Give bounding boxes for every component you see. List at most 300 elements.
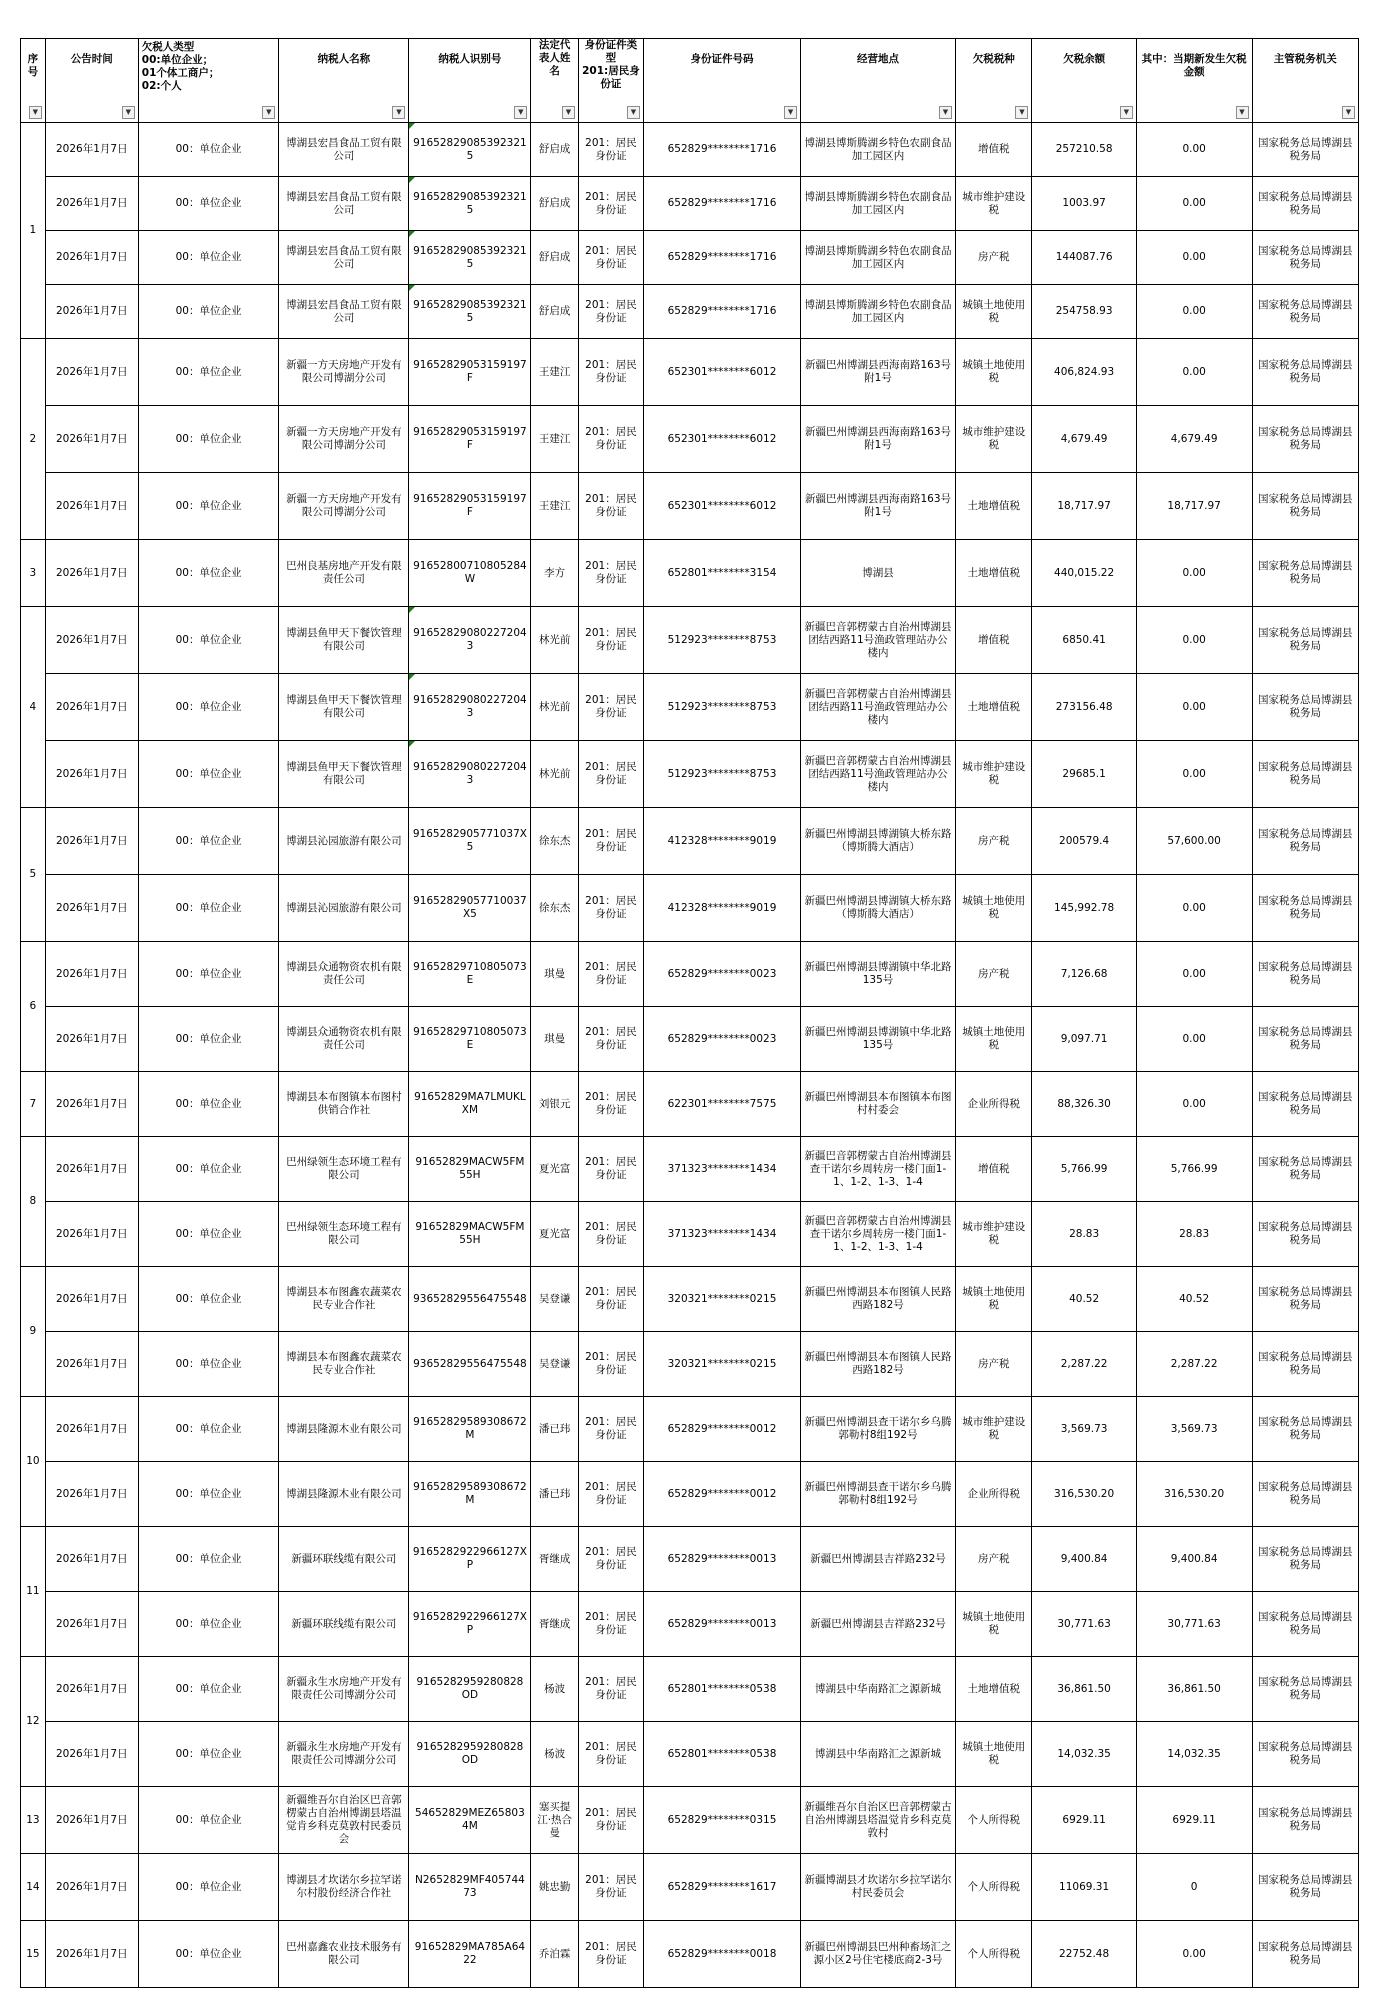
arrears-balance-cell[interactable]: 406,824.93 — [1032, 339, 1136, 406]
taxpayer-id-cell[interactable]: 91652829MACW5FM55H — [409, 1137, 531, 1202]
filter-dropdown-icon[interactable]: ▼ — [514, 106, 527, 119]
taxpayer-type-cell[interactable]: 00：单位企业 — [138, 339, 279, 406]
id-number-cell[interactable]: 652829********0023 — [643, 1007, 800, 1072]
tax-type-cell[interactable]: 土地增值税 — [955, 674, 1031, 741]
filter-dropdown-icon[interactable]: ▼ — [1015, 106, 1028, 119]
id-number-cell[interactable]: 652829********1716 — [643, 285, 800, 339]
taxpayer-type-cell[interactable]: 00：单位企业 — [138, 1137, 279, 1202]
taxpayer-name-cell[interactable]: 博湖县沁园旅游有限公司 — [279, 808, 409, 875]
new-arrears-amount-cell[interactable]: 0.00 — [1136, 540, 1252, 607]
taxpayer-type-cell[interactable]: 00：单位企业 — [138, 231, 279, 285]
filter-dropdown-icon[interactable]: ▼ — [1120, 106, 1133, 119]
tax-type-cell[interactable]: 房产税 — [955, 808, 1031, 875]
legal-rep-cell[interactable]: 潘已玮 — [531, 1462, 579, 1527]
arrears-balance-cell[interactable]: 11069.31 — [1032, 1854, 1136, 1921]
id-type-cell[interactable]: 201：居民身份证 — [578, 1657, 643, 1722]
tax-office-cell[interactable]: 国家税务总局博湖县税务局 — [1252, 406, 1359, 473]
announce-date-cell[interactable]: 2026年1月7日 — [45, 1657, 138, 1722]
arrears-balance-cell[interactable]: 22752.48 — [1032, 1921, 1136, 1988]
taxpayer-type-cell[interactable]: 00：单位企业 — [138, 123, 279, 177]
taxpayer-name-cell[interactable]: 博湖县鱼甲天下餐饮管理有限公司 — [279, 607, 409, 674]
id-type-cell[interactable]: 201：居民身份证 — [578, 1072, 643, 1137]
filter-dropdown-icon[interactable]: ▼ — [29, 106, 42, 119]
taxpayer-id-cell[interactable]: 9165282922966127XP — [409, 1527, 531, 1592]
taxpayer-type-cell[interactable]: 00：单位企业 — [138, 1722, 279, 1787]
new-arrears-amount-cell[interactable]: 0 — [1136, 1854, 1252, 1921]
id-number-cell[interactable]: 512923********8753 — [643, 674, 800, 741]
tax-type-cell[interactable]: 房产税 — [955, 231, 1031, 285]
announce-date-cell[interactable]: 2026年1月7日 — [45, 1137, 138, 1202]
taxpayer-type-cell[interactable]: 00：单位企业 — [138, 1332, 279, 1397]
business-address-cell[interactable]: 新疆博湖县才坎诺尔乡拉罕诺尔村民委员会 — [801, 1854, 956, 1921]
arrears-balance-cell[interactable]: 6850.41 — [1032, 607, 1136, 674]
taxpayer-name-cell[interactable]: 巴州绿领生态环境工程有限公司 — [279, 1202, 409, 1267]
id-type-cell[interactable]: 201：居民身份证 — [578, 1332, 643, 1397]
taxpayer-id-cell[interactable]: 9165282959280828OD — [409, 1657, 531, 1722]
legal-rep-cell[interactable]: 夏光富 — [531, 1137, 579, 1202]
new-arrears-amount-cell[interactable]: 0.00 — [1136, 1072, 1252, 1137]
announce-date-cell[interactable]: 2026年1月7日 — [45, 1592, 138, 1657]
new-arrears-amount-cell[interactable]: 5,766.99 — [1136, 1137, 1252, 1202]
tax-type-cell[interactable]: 城镇土地使用税 — [955, 339, 1031, 406]
filter-dropdown-icon[interactable]: ▼ — [562, 106, 575, 119]
taxpayer-id-cell[interactable]: 9165282922966127XP — [409, 1592, 531, 1657]
taxpayer-type-cell[interactable]: 00：单位企业 — [138, 1267, 279, 1332]
taxpayer-type-cell[interactable]: 00：单位企业 — [138, 1921, 279, 1988]
id-number-cell[interactable]: 320321********0215 — [643, 1267, 800, 1332]
id-type-cell[interactable]: 201：居民身份证 — [578, 1921, 643, 1988]
tax-type-cell[interactable]: 土地增值税 — [955, 473, 1031, 540]
taxpayer-name-cell[interactable]: 博湖县众通物资农机有限责任公司 — [279, 942, 409, 1007]
legal-rep-cell[interactable]: 李方 — [531, 540, 579, 607]
tax-office-cell[interactable]: 国家税务总局博湖县税务局 — [1252, 1072, 1359, 1137]
arrears-balance-cell[interactable]: 144087.76 — [1032, 231, 1136, 285]
legal-rep-cell[interactable]: 杨波 — [531, 1722, 579, 1787]
tax-office-cell[interactable]: 国家税务总局博湖县税务局 — [1252, 231, 1359, 285]
new-arrears-amount-cell[interactable]: 28.83 — [1136, 1202, 1252, 1267]
tax-type-cell[interactable]: 房产税 — [955, 1332, 1031, 1397]
id-type-cell[interactable]: 201：居民身份证 — [578, 1787, 643, 1854]
tax-type-cell[interactable]: 增值税 — [955, 1137, 1031, 1202]
tax-office-cell[interactable]: 国家税务总局博湖县税务局 — [1252, 123, 1359, 177]
taxpayer-id-cell[interactable]: 93652829556475548 — [409, 1332, 531, 1397]
id-number-cell[interactable]: 652829********1716 — [643, 123, 800, 177]
legal-rep-cell[interactable]: 潘已玮 — [531, 1397, 579, 1462]
announce-date-cell[interactable]: 2026年1月7日 — [45, 875, 138, 942]
legal-rep-cell[interactable]: 徐东杰 — [531, 808, 579, 875]
tax-type-cell[interactable]: 房产税 — [955, 942, 1031, 1007]
id-number-cell[interactable]: 512923********8753 — [643, 741, 800, 808]
id-type-cell[interactable]: 201：居民身份证 — [578, 1267, 643, 1332]
arrears-balance-cell[interactable]: 145,992.78 — [1032, 875, 1136, 942]
business-address-cell[interactable]: 博湖县中华南路汇之源新城 — [801, 1722, 956, 1787]
filter-dropdown-icon[interactable]: ▼ — [627, 106, 640, 119]
taxpayer-id-cell[interactable]: 91652829053159197F — [409, 339, 531, 406]
taxpayer-name-cell[interactable]: 新疆环联线缆有限公司 — [279, 1527, 409, 1592]
tax-office-cell[interactable]: 国家税务总局博湖县税务局 — [1252, 540, 1359, 607]
tax-type-cell[interactable]: 城镇土地使用税 — [955, 1722, 1031, 1787]
taxpayer-id-cell[interactable]: N2652829MF40574473 — [409, 1854, 531, 1921]
id-number-cell[interactable]: 652829********0023 — [643, 942, 800, 1007]
filter-dropdown-icon[interactable]: ▼ — [784, 106, 797, 119]
taxpayer-id-cell[interactable]: 916528290853923215 — [409, 285, 531, 339]
arrears-balance-cell[interactable]: 3,569.73 — [1032, 1397, 1136, 1462]
tax-type-cell[interactable]: 个人所得税 — [955, 1921, 1031, 1988]
filter-dropdown-icon[interactable]: ▼ — [392, 106, 405, 119]
taxpayer-name-cell[interactable]: 新疆一方天房地产开发有限公司博湖分公司 — [279, 406, 409, 473]
taxpayer-id-cell[interactable]: 91652829MA785A6422 — [409, 1921, 531, 1988]
announce-date-cell[interactable]: 2026年1月7日 — [45, 607, 138, 674]
announce-date-cell[interactable]: 2026年1月7日 — [45, 339, 138, 406]
tax-office-cell[interactable]: 国家税务总局博湖县税务局 — [1252, 1921, 1359, 1988]
taxpayer-name-cell[interactable]: 巴州良基房地产开发有限责任公司 — [279, 540, 409, 607]
legal-rep-cell[interactable]: 舒启成 — [531, 177, 579, 231]
id-number-cell[interactable]: 652829********1617 — [643, 1854, 800, 1921]
legal-rep-cell[interactable]: 乔泊霖 — [531, 1921, 579, 1988]
tax-type-cell[interactable]: 城镇土地使用税 — [955, 1267, 1031, 1332]
arrears-balance-cell[interactable]: 40.52 — [1032, 1267, 1136, 1332]
business-address-cell[interactable]: 新疆维吾尔自治区巴音郭楞蒙古自治州博湖县塔温觉肯乡科克莫敦村 — [801, 1787, 956, 1854]
legal-rep-cell[interactable]: 林光前 — [531, 674, 579, 741]
id-type-cell[interactable]: 201：居民身份证 — [578, 1007, 643, 1072]
legal-rep-cell[interactable]: 胥继成 — [531, 1527, 579, 1592]
arrears-balance-cell[interactable]: 273156.48 — [1032, 674, 1136, 741]
legal-rep-cell[interactable]: 夏光富 — [531, 1202, 579, 1267]
seq-cell[interactable]: 15 — [21, 1921, 46, 1988]
seq-cell[interactable]: 11 — [21, 1527, 46, 1657]
legal-rep-cell[interactable]: 林光前 — [531, 607, 579, 674]
announce-date-cell[interactable]: 2026年1月7日 — [45, 285, 138, 339]
taxpayer-type-cell[interactable]: 00：单位企业 — [138, 177, 279, 231]
seq-cell[interactable]: 5 — [21, 808, 46, 942]
tax-type-cell[interactable]: 城市维护建设税 — [955, 1202, 1031, 1267]
id-type-cell[interactable]: 201：居民身份证 — [578, 674, 643, 741]
legal-rep-cell[interactable]: 胥继成 — [531, 1592, 579, 1657]
arrears-balance-cell[interactable]: 1003.97 — [1032, 177, 1136, 231]
taxpayer-type-cell[interactable]: 00：单位企业 — [138, 1007, 279, 1072]
arrears-balance-cell[interactable]: 254758.93 — [1032, 285, 1136, 339]
tax-type-cell[interactable]: 土地增值税 — [955, 540, 1031, 607]
arrears-balance-cell[interactable]: 18,717.97 — [1032, 473, 1136, 540]
taxpayer-name-cell[interactable]: 博湖县沁园旅游有限公司 — [279, 875, 409, 942]
business-address-cell[interactable]: 新疆巴州博湖县本布图镇本布图村村委会 — [801, 1072, 956, 1137]
tax-type-cell[interactable]: 增值税 — [955, 607, 1031, 674]
tax-office-cell[interactable]: 国家税务总局博湖县税务局 — [1252, 1007, 1359, 1072]
tax-type-cell[interactable]: 城市维护建设税 — [955, 741, 1031, 808]
taxpayer-type-cell[interactable]: 00：单位企业 — [138, 473, 279, 540]
announce-date-cell[interactable]: 2026年1月7日 — [45, 1202, 138, 1267]
tax-office-cell[interactable]: 国家税务总局博湖县税务局 — [1252, 1202, 1359, 1267]
taxpayer-name-cell[interactable]: 博湖县鱼甲天下餐饮管理有限公司 — [279, 741, 409, 808]
new-arrears-amount-cell[interactable]: 0.00 — [1136, 607, 1252, 674]
seq-cell[interactable]: 8 — [21, 1137, 46, 1267]
legal-rep-cell[interactable]: 王建江 — [531, 339, 579, 406]
business-address-cell[interactable]: 新疆巴州博湖县查干诺尔乡乌腾郭勒村8组192号 — [801, 1462, 956, 1527]
id-type-cell[interactable]: 201：居民身份证 — [578, 942, 643, 1007]
new-arrears-amount-cell[interactable]: 0.00 — [1136, 942, 1252, 1007]
new-arrears-amount-cell[interactable]: 0.00 — [1136, 1007, 1252, 1072]
announce-date-cell[interactable]: 2026年1月7日 — [45, 540, 138, 607]
id-type-cell[interactable]: 201：居民身份证 — [578, 1854, 643, 1921]
new-arrears-amount-cell[interactable]: 0.00 — [1136, 875, 1252, 942]
seq-cell[interactable]: 4 — [21, 607, 46, 808]
taxpayer-name-cell[interactable]: 博湖县鱼甲天下餐饮管理有限公司 — [279, 674, 409, 741]
legal-rep-cell[interactable]: 王建江 — [531, 406, 579, 473]
arrears-balance-cell[interactable]: 257210.58 — [1032, 123, 1136, 177]
business-address-cell[interactable]: 新疆巴音郭楞蒙古自治州博湖县查干诺尔乡周转房一楼门面1-1、1-2、1-3、1-4 — [801, 1202, 956, 1267]
taxpayer-type-cell[interactable]: 00：单位企业 — [138, 406, 279, 473]
seq-cell[interactable]: 14 — [21, 1854, 46, 1921]
id-type-cell[interactable]: 201：居民身份证 — [578, 1397, 643, 1462]
taxpayer-id-cell[interactable]: 91652800710805284W — [409, 540, 531, 607]
taxpayer-type-cell[interactable]: 00：单位企业 — [138, 540, 279, 607]
announce-date-cell[interactable]: 2026年1月7日 — [45, 808, 138, 875]
taxpayer-name-cell[interactable]: 博湖县隆源木业有限公司 — [279, 1397, 409, 1462]
id-number-cell[interactable]: 652801********0538 — [643, 1657, 800, 1722]
taxpayer-id-cell[interactable]: 91652829710805073E — [409, 1007, 531, 1072]
taxpayer-id-cell[interactable]: 91652829053159197F — [409, 406, 531, 473]
taxpayer-id-cell[interactable]: 91652829589308672M — [409, 1397, 531, 1462]
business-address-cell[interactable]: 博湖县 — [801, 540, 956, 607]
legal-rep-cell[interactable]: 吴登谦 — [531, 1332, 579, 1397]
taxpayer-type-cell[interactable]: 00：单位企业 — [138, 607, 279, 674]
legal-rep-cell[interactable]: 徐东杰 — [531, 875, 579, 942]
arrears-balance-cell[interactable]: 7,126.68 — [1032, 942, 1136, 1007]
arrears-balance-cell[interactable]: 14,032.35 — [1032, 1722, 1136, 1787]
legal-rep-cell[interactable]: 舒启成 — [531, 231, 579, 285]
business-address-cell[interactable]: 新疆巴州博湖县西海南路163号附1号 — [801, 406, 956, 473]
tax-office-cell[interactable]: 国家税务总局博湖县税务局 — [1252, 1332, 1359, 1397]
id-type-cell[interactable]: 201：居民身份证 — [578, 123, 643, 177]
taxpayer-name-cell[interactable]: 新疆一方天房地产开发有限公司博湖分公司 — [279, 473, 409, 540]
tax-office-cell[interactable]: 国家税务总局博湖县税务局 — [1252, 177, 1359, 231]
id-number-cell[interactable]: 652801********0538 — [643, 1722, 800, 1787]
tax-office-cell[interactable]: 国家税务总局博湖县税务局 — [1252, 339, 1359, 406]
taxpayer-name-cell[interactable]: 博湖县宏昌食品工贸有限公司 — [279, 231, 409, 285]
announce-date-cell[interactable]: 2026年1月7日 — [45, 1722, 138, 1787]
seq-cell[interactable]: 10 — [21, 1397, 46, 1527]
arrears-balance-cell[interactable]: 6929.11 — [1032, 1787, 1136, 1854]
tax-type-cell[interactable]: 增值税 — [955, 123, 1031, 177]
id-number-cell[interactable]: 652301********6012 — [643, 406, 800, 473]
taxpayer-id-cell[interactable]: 54652829MEZ658034M — [409, 1787, 531, 1854]
id-type-cell[interactable]: 201：居民身份证 — [578, 406, 643, 473]
seq-cell[interactable]: 9 — [21, 1267, 46, 1397]
announce-date-cell[interactable]: 2026年1月7日 — [45, 123, 138, 177]
id-type-cell[interactable]: 201：居民身份证 — [578, 339, 643, 406]
taxpayer-id-cell[interactable]: 916528290853923215 — [409, 177, 531, 231]
taxpayer-name-cell[interactable]: 博湖县才坎诺尔乡拉罕诺尔村股份经济合作社 — [279, 1854, 409, 1921]
new-arrears-amount-cell[interactable]: 9,400.84 — [1136, 1527, 1252, 1592]
business-address-cell[interactable]: 新疆巴州博湖县查干诺尔乡乌腾郭勒村8组192号 — [801, 1397, 956, 1462]
taxpayer-name-cell[interactable]: 博湖县众通物资农机有限责任公司 — [279, 1007, 409, 1072]
tax-type-cell[interactable]: 城市维护建设税 — [955, 177, 1031, 231]
taxpayer-id-cell[interactable]: 9165282905771037X5 — [409, 808, 531, 875]
id-number-cell[interactable]: 652301********6012 — [643, 473, 800, 540]
legal-rep-cell[interactable]: 琪曼 — [531, 942, 579, 1007]
taxpayer-id-cell[interactable]: 916528290802272043 — [409, 741, 531, 808]
business-address-cell[interactable]: 博湖县中华南路汇之源新城 — [801, 1657, 956, 1722]
taxpayer-name-cell[interactable]: 新疆环联线缆有限公司 — [279, 1592, 409, 1657]
id-type-cell[interactable]: 201：居民身份证 — [578, 1202, 643, 1267]
id-type-cell[interactable]: 201：居民身份证 — [578, 875, 643, 942]
id-type-cell[interactable]: 201：居民身份证 — [578, 1722, 643, 1787]
taxpayer-name-cell[interactable]: 博湖县宏昌食品工贸有限公司 — [279, 123, 409, 177]
tax-type-cell[interactable]: 企业所得税 — [955, 1072, 1031, 1137]
new-arrears-amount-cell[interactable]: 0.00 — [1136, 674, 1252, 741]
id-number-cell[interactable]: 652829********1716 — [643, 177, 800, 231]
business-address-cell[interactable]: 新疆巴州博湖县西海南路163号附1号 — [801, 473, 956, 540]
business-address-cell[interactable]: 新疆巴州博湖县本布图镇人民路西路182号 — [801, 1267, 956, 1332]
taxpayer-type-cell[interactable]: 00：单位企业 — [138, 1462, 279, 1527]
new-arrears-amount-cell[interactable]: 30,771.63 — [1136, 1592, 1252, 1657]
id-type-cell[interactable]: 201：居民身份证 — [578, 285, 643, 339]
id-number-cell[interactable]: 652829********0012 — [643, 1397, 800, 1462]
new-arrears-amount-cell[interactable]: 0.00 — [1136, 177, 1252, 231]
announce-date-cell[interactable]: 2026年1月7日 — [45, 406, 138, 473]
legal-rep-cell[interactable]: 舒启成 — [531, 285, 579, 339]
taxpayer-type-cell[interactable]: 00：单位企业 — [138, 1202, 279, 1267]
arrears-balance-cell[interactable]: 30,771.63 — [1032, 1592, 1136, 1657]
announce-date-cell[interactable]: 2026年1月7日 — [45, 1787, 138, 1854]
taxpayer-type-cell[interactable]: 00：单位企业 — [138, 875, 279, 942]
seq-cell[interactable]: 6 — [21, 942, 46, 1072]
business-address-cell[interactable]: 新疆巴音郭楞蒙古自治州博湖县团结西路11号渔政管理站办公楼内 — [801, 741, 956, 808]
taxpayer-type-cell[interactable]: 00：单位企业 — [138, 1787, 279, 1854]
tax-office-cell[interactable]: 国家税务总局博湖县税务局 — [1252, 1722, 1359, 1787]
arrears-balance-cell[interactable]: 88,326.30 — [1032, 1072, 1136, 1137]
id-type-cell[interactable]: 201：居民身份证 — [578, 177, 643, 231]
business-address-cell[interactable]: 博湖县博斯腾湖乡特色农副食品加工园区内 — [801, 285, 956, 339]
id-type-cell[interactable]: 201：居民身份证 — [578, 808, 643, 875]
tax-office-cell[interactable]: 国家税务总局博湖县税务局 — [1252, 741, 1359, 808]
legal-rep-cell[interactable]: 杨波 — [531, 1657, 579, 1722]
business-address-cell[interactable]: 新疆巴州博湖县博湖镇中华北路135号 — [801, 942, 956, 1007]
id-type-cell[interactable]: 201：居民身份证 — [578, 1137, 643, 1202]
announce-date-cell[interactable]: 2026年1月7日 — [45, 1332, 138, 1397]
arrears-balance-cell[interactable]: 29685.1 — [1032, 741, 1136, 808]
filter-dropdown-icon[interactable]: ▼ — [122, 106, 135, 119]
taxpayer-type-cell[interactable]: 00：单位企业 — [138, 942, 279, 1007]
new-arrears-amount-cell[interactable]: 0.00 — [1136, 123, 1252, 177]
tax-office-cell[interactable]: 国家税务总局博湖县税务局 — [1252, 1397, 1359, 1462]
tax-type-cell[interactable]: 城镇土地使用税 — [955, 1007, 1031, 1072]
id-number-cell[interactable]: 652829********0018 — [643, 1921, 800, 1988]
new-arrears-amount-cell[interactable]: 4,679.49 — [1136, 406, 1252, 473]
business-address-cell[interactable]: 新疆巴州博湖县吉祥路232号 — [801, 1592, 956, 1657]
arrears-balance-cell[interactable]: 9,097.71 — [1032, 1007, 1136, 1072]
announce-date-cell[interactable]: 2026年1月7日 — [45, 1072, 138, 1137]
business-address-cell[interactable]: 新疆巴州博湖县博湖镇大桥东路（博斯腾大酒店） — [801, 875, 956, 942]
arrears-balance-cell[interactable]: 4,679.49 — [1032, 406, 1136, 473]
announce-date-cell[interactable]: 2026年1月7日 — [45, 473, 138, 540]
tax-office-cell[interactable]: 国家税务总局博湖县税务局 — [1252, 1527, 1359, 1592]
id-number-cell[interactable]: 622301********7575 — [643, 1072, 800, 1137]
arrears-balance-cell[interactable]: 9,400.84 — [1032, 1527, 1136, 1592]
business-address-cell[interactable]: 博湖县博斯腾湖乡特色农副食品加工园区内 — [801, 123, 956, 177]
filter-dropdown-icon[interactable]: ▼ — [262, 106, 275, 119]
legal-rep-cell[interactable]: 吴登谦 — [531, 1267, 579, 1332]
arrears-balance-cell[interactable]: 316,530.20 — [1032, 1462, 1136, 1527]
seq-cell[interactable]: 13 — [21, 1787, 46, 1854]
id-type-cell[interactable]: 201：居民身份证 — [578, 741, 643, 808]
announce-date-cell[interactable]: 2026年1月7日 — [45, 231, 138, 285]
taxpayer-id-cell[interactable]: 91652829710805073E — [409, 942, 531, 1007]
tax-office-cell[interactable]: 国家税务总局博湖县税务局 — [1252, 285, 1359, 339]
legal-rep-cell[interactable]: 琪曼 — [531, 1007, 579, 1072]
taxpayer-name-cell[interactable]: 新疆永生水房地产开发有限责任公司博湖分公司 — [279, 1657, 409, 1722]
tax-type-cell[interactable]: 城镇土地使用税 — [955, 1592, 1031, 1657]
id-number-cell[interactable]: 652829********1716 — [643, 231, 800, 285]
tax-type-cell[interactable]: 城市维护建设税 — [955, 1397, 1031, 1462]
new-arrears-amount-cell[interactable]: 57,600.00 — [1136, 808, 1252, 875]
business-address-cell[interactable]: 新疆巴州博湖县博湖镇大桥东路（博斯腾大酒店） — [801, 808, 956, 875]
arrears-balance-cell[interactable]: 28.83 — [1032, 1202, 1136, 1267]
taxpayer-id-cell[interactable]: 9165282959280828OD — [409, 1722, 531, 1787]
taxpayer-id-cell[interactable]: 93652829556475548 — [409, 1267, 531, 1332]
seq-cell[interactable]: 12 — [21, 1657, 46, 1787]
tax-office-cell[interactable]: 国家税务总局博湖县税务局 — [1252, 674, 1359, 741]
tax-type-cell[interactable]: 个人所得税 — [955, 1787, 1031, 1854]
id-number-cell[interactable]: 652829********0013 — [643, 1592, 800, 1657]
taxpayer-name-cell[interactable]: 巴州嘉鑫农业技术服务有限公司 — [279, 1921, 409, 1988]
business-address-cell[interactable]: 新疆巴州博湖县西海南路163号附1号 — [801, 339, 956, 406]
id-number-cell[interactable]: 652829********0013 — [643, 1527, 800, 1592]
tax-office-cell[interactable]: 国家税务总局博湖县税务局 — [1252, 942, 1359, 1007]
id-type-cell[interactable]: 201：居民身份证 — [578, 1592, 643, 1657]
new-arrears-amount-cell[interactable]: 36,861.50 — [1136, 1657, 1252, 1722]
new-arrears-amount-cell[interactable]: 0.00 — [1136, 231, 1252, 285]
taxpayer-type-cell[interactable]: 00：单位企业 — [138, 741, 279, 808]
announce-date-cell[interactable]: 2026年1月7日 — [45, 942, 138, 1007]
id-number-cell[interactable]: 320321********0215 — [643, 1332, 800, 1397]
new-arrears-amount-cell[interactable]: 6929.11 — [1136, 1787, 1252, 1854]
id-type-cell[interactable]: 201：居民身份证 — [578, 607, 643, 674]
new-arrears-amount-cell[interactable]: 0.00 — [1136, 339, 1252, 406]
business-address-cell[interactable]: 新疆巴音郭楞蒙古自治州博湖县团结西路11号渔政管理站办公楼内 — [801, 674, 956, 741]
id-type-cell[interactable]: 201：居民身份证 — [578, 540, 643, 607]
arrears-balance-cell[interactable]: 5,766.99 — [1032, 1137, 1136, 1202]
tax-office-cell[interactable]: 国家税务总局博湖县税务局 — [1252, 1657, 1359, 1722]
tax-type-cell[interactable]: 城市维护建设税 — [955, 406, 1031, 473]
legal-rep-cell[interactable]: 舒启成 — [531, 123, 579, 177]
seq-cell[interactable]: 3 — [21, 540, 46, 607]
taxpayer-name-cell[interactable]: 新疆永生水房地产开发有限责任公司博湖分公司 — [279, 1722, 409, 1787]
taxpayer-name-cell[interactable]: 新疆一方天房地产开发有限公司博湖分公司 — [279, 339, 409, 406]
seq-cell[interactable]: 1 — [21, 123, 46, 339]
new-arrears-amount-cell[interactable]: 14,032.35 — [1136, 1722, 1252, 1787]
business-address-cell[interactable]: 博湖县博斯腾湖乡特色农副食品加工园区内 — [801, 231, 956, 285]
id-type-cell[interactable]: 201：居民身份证 — [578, 231, 643, 285]
announce-date-cell[interactable]: 2026年1月7日 — [45, 1007, 138, 1072]
legal-rep-cell[interactable]: 林光前 — [531, 741, 579, 808]
taxpayer-id-cell[interactable]: 91652829MACW5FM55H — [409, 1202, 531, 1267]
id-type-cell[interactable]: 201：居民身份证 — [578, 1527, 643, 1592]
tax-type-cell[interactable]: 城镇土地使用税 — [955, 285, 1031, 339]
taxpayer-name-cell[interactable]: 博湖县本布图鑫农蔬菜农民专业合作社 — [279, 1267, 409, 1332]
taxpayer-id-cell[interactable]: 916528290802272043 — [409, 607, 531, 674]
business-address-cell[interactable]: 新疆巴州博湖县本布图镇人民路西路182号 — [801, 1332, 956, 1397]
tax-office-cell[interactable]: 国家税务总局博湖县税务局 — [1252, 473, 1359, 540]
announce-date-cell[interactable]: 2026年1月7日 — [45, 1854, 138, 1921]
taxpayer-id-cell[interactable]: 91652829MA7LMUKLXM — [409, 1072, 531, 1137]
id-type-cell[interactable]: 201：居民身份证 — [578, 473, 643, 540]
announce-date-cell[interactable]: 2026年1月7日 — [45, 674, 138, 741]
tax-office-cell[interactable]: 国家税务总局博湖县税务局 — [1252, 1592, 1359, 1657]
id-number-cell[interactable]: 412328********9019 — [643, 808, 800, 875]
tax-type-cell[interactable]: 城镇土地使用税 — [955, 875, 1031, 942]
filter-dropdown-icon[interactable]: ▼ — [1342, 106, 1355, 119]
